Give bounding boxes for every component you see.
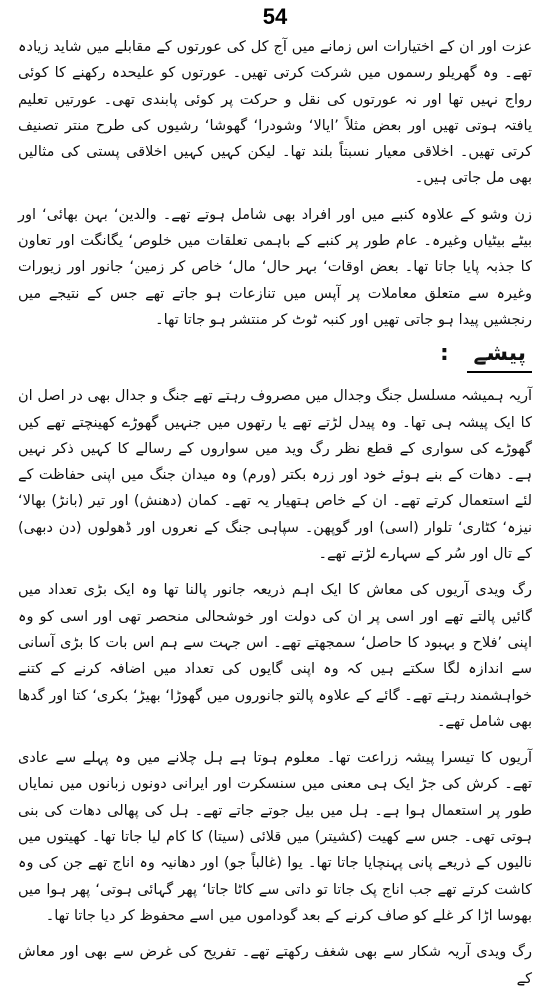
heading-colon: : [440,341,449,367]
paragraph-hunting: رگ ویدی آریہ شکار سے بھی شغف رکھتے تھے۔ تفریح کی غرض سے بھی اور معاش کے [18,944,532,987]
paragraph-cattle: رگ ویدی آریوں کی معاش کا ایک اہم ذریعہ جانور پالنا تھا وہ ایک بڑی تعداد میں گائیں پالتے تھے اور اسی پر ان کی دولت اور خوشحالی منحصر تھی اور اسی کو وہ اپنی ’فلاح و بہبود کا حاصل‘ سمجھتے تھے۔ اس جہت سے ہم اس بات کا بڑی آسانی سے اندازہ لگا سکتے ہیں کہ وہ اپنی گایوں کی تعداد میں اضافہ کرنے کے کتنے خواہشمند رہتے تھے۔ گائے کے علاوہ پالتو جانوروں میں گھوڑا‘ بھیڑ‘ بکری‘ کتا اور گدھا بھی شامل تھے۔ [18,582,532,730]
page-number: 54 [262,4,288,29]
paragraph-agriculture: آریوں کا تیسرا پیشہ زراعت تھا۔ معلوم ہوتا ہے ہل چلانے میں وہ پہلے سے عادی تھے۔ کرش کی جڑ ایک ہی معنی میں سنسکرت اور ایرانی دونوں زبانوں میں نمایاں طور پر استعمال ہوا ہے۔ ہل میں بیل جوتے جاتے تھے۔ ہل کی پھالی دھات کی بنی ہوتی تھی۔ جس سے کھیت (کشیتر) میں قلائی (سیتا) کا کام لیا جاتا تھا۔ کھیتوں میں نالیوں کے ذریعے پانی پہنچایا جاتا تھا۔ یوا (غالباً جو) اور دھانیہ وہ اناج تھے جن کی وہ کاشت کرتے تھے جب اناج پک جاتا تو داتی سے کاٹا جاتا‘ پھر گہائی ہوتی‘ پھر ہوا میں بھوسا اڑا کر غلے کو صاف کرنے کے بعد گوداموں میں اسے محفوظ کر دیا جاتا تھا۔ [18,750,532,924]
paragraph-warfare: آریہ ہمیشہ مسلسل جنگ وجدال میں مصروف رہتے تھے جنگ و جدال بھی در اصل ان کا ایک پیشہ ہی تھا۔ وہ پیدل لڑتے تھے یا رتھوں میں جنہیں گھوڑے کھینچتے تھے کیں گھوڑے کی سواری کے قطع نظر رگ وید میں سواروں کے رسالے کا کہیں ذکر نہیں ہے۔ دھات کے بنے ہوئے خود اور زرہ بکتر (ورم) وہ میدان جنگ میں اپنی حفاظت کے لئے استعمال کرتے تھے۔ ان کے خاص ہتھیار یہ تھے۔ کمان (دھنش) اور تیر (بانڑ) بھالا‘ نیزہ‘ کٹاری‘ تلوار (اسی) اور گوپھن۔ سپاہی جنگ کے نعروں اور ڈھولوں (دن دبھی) کے تال اور سُر کے سہارے لڑتے تھے۔ [18,388,532,563]
page-body [18,34,532,992]
paragraph-family: زن وشو کے علاوہ کنبے میں اور افراد بھی شامل ہوتے تھے۔ والدین‘ بہن بھائی‘ اور بیٹے بیٹیاں وغیرہ۔ عام طور پر کنبے کے باہمی تعلقات میں خلوص‘ یگانگت اور تعاون کا جذبہ پایا جاتا تھا۔ بعض اوقات‘ بہر حال‘ مال‘ خاص کر زمین‘ جانور اور زیورات وغیرہ سے متعلق معاملات پر آپس میں تنازعات ہو جاتے تھے جس کے نتیجے میں رنجشیں پیدا ہو جاتی تھیں اور کنبہ ٹوٹ کر منتشر ہو جاتا تھا۔ [18,206,532,328]
section-heading-professions: پیشے [467,339,532,373]
section-heading-row [18,339,532,373]
paragraph-women-status: عزت اور ان کے اختیارات اس زمانے میں آج کل کی عورتوں کے مقابلے میں شاید زیادہ تھے۔ وہ گھریلو رسموں میں شرکت کرتی تھیں۔ عورتوں کو علیحدہ رکھنے کا کوئی رواج نہیں تھا اور نہ عورتوں کی نقل و حرکت پر کوئی پابندی تھی۔ عورتیں تعلیم یافتہ ہوتی تھیں اور بعض مثلاً ’ایالا‘ وشودرا‘ گھوشا‘ رشیوں کی طرح منتر تصنیف کرتی تھیں۔ اخلاقی معیار نسبتاً بلند تھا۔ لیکن کہیں کہیں اخلاقی پستی کی مثالیں بھی مل جاتی ہیں۔ [18,39,532,187]
